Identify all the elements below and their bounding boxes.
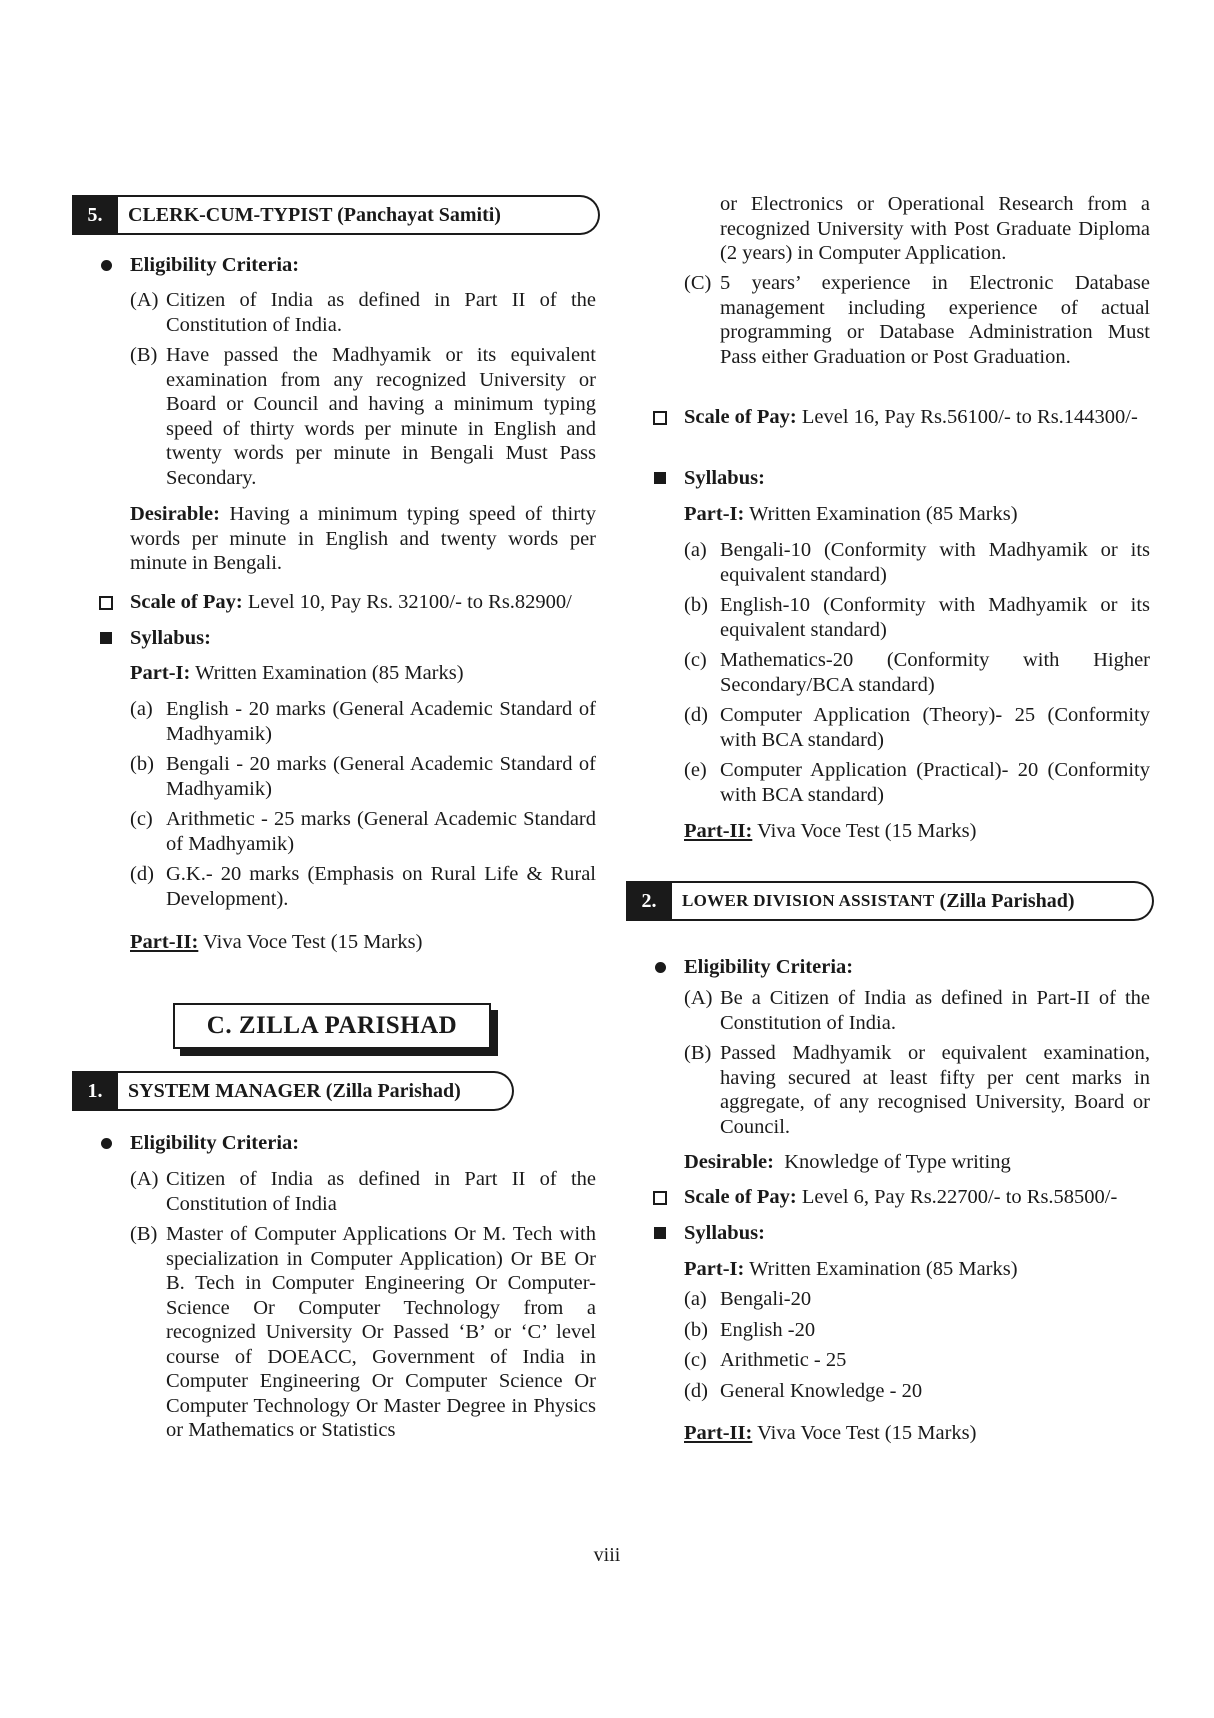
section-title: CLERK-CUM-TYPIST (Panchayat Samiti) (118, 195, 600, 235)
zilla-parishad-heading: C. ZILLA PARISHAD (173, 1003, 491, 1049)
bullet-dot-icon (101, 1138, 112, 1149)
desirable-note: Desirable: Knowledge of Type writing (684, 1151, 1011, 1173)
syllabus-heading: Syllabus: (130, 626, 211, 651)
filled-square-icon (654, 472, 666, 484)
scale-of-pay: Scale of Pay: Level 10, Pay Rs. 32100/- to Rs.82900/ (130, 590, 572, 615)
checkbox-square-icon (653, 1191, 667, 1205)
syllabus-item: (b) English -20 (684, 1319, 816, 1341)
part-2-heading: Part-II: Viva Voce Test (15 Marks) (684, 1422, 977, 1444)
filled-square-icon (654, 1227, 666, 1239)
section-header-clerk-cum-typist (72, 195, 600, 235)
part-2-heading: Part-II: Viva Voce Test (15 Marks) (130, 931, 423, 953)
syllabus-item: (b) English-10 (Conformity with Madhyamik or its equivalent standard) (684, 594, 1150, 641)
eligibility-heading: Eligibility Criteria: (130, 253, 299, 278)
part-2-heading: Part-II: Viva Voce Test (15 Marks) (684, 820, 977, 842)
syllabus-item: (d) Computer Application (Theory)- 25 (Conformity with BCA standard) (684, 704, 1150, 751)
criteria-item: (A) Citizen of India as defined in Part II of the Constitution of India. (130, 289, 596, 336)
section-number: 2. (626, 881, 672, 921)
criteria-item: (A) Citizen of India as defined in Part II of the Constitution of India (130, 1168, 596, 1215)
checkbox-square-icon (99, 596, 113, 610)
desirable-note: Desirable: Having a minimum typing speed of thirty words per minute in English and twenty words per minute in Bengali. (130, 503, 597, 574)
criteria-item: (B) Passed Madhyamik or equivalent examination, having secured at least fifty per cent marks in aggregate, of any recognised University, Board or Council. (684, 1042, 1150, 1138)
bullet-dot-icon (101, 260, 112, 271)
syllabus-heading: Syllabus: (684, 1221, 765, 1246)
scale-of-pay: Scale of Pay: Level 16, Pay Rs.56100/- to Rs.144300/- (684, 405, 1150, 430)
section-title: SYSTEM MANAGER (Zilla Parishad) (118, 1071, 514, 1111)
syllabus-heading: Syllabus: (684, 466, 765, 491)
eligibility-heading: Eligibility Criteria: (684, 955, 853, 980)
syllabus-item: (a) Bengali-10 (Conformity with Madhyamik or its equivalent standard) (684, 539, 1150, 586)
criteria-item: (A) Be a Citizen of India as defined in Part-II of the Constitution of India. (684, 987, 1150, 1034)
syllabus-item: (c) Arithmetic - 25 (684, 1349, 847, 1371)
section-number: 5. (72, 195, 118, 235)
part-1-heading: Part-I: Written Examination (85 Marks) (684, 503, 1018, 525)
syllabus-item: (c) Mathematics-20 (Conformity with Higher Secondary/BCA standard) (684, 649, 1150, 696)
filled-square-icon (100, 632, 112, 644)
section-header-system-manager (72, 1071, 514, 1111)
eligibility-heading: Eligibility Criteria: (130, 1131, 299, 1156)
continued-text: or Electronics or Operational Research from a recognized University with Post Graduate Diploma (2 years) in Computer Application. (720, 193, 1150, 264)
syllabus-item: (c) Arithmetic - 25 marks (General Academic Standard of Madhyamik) (130, 808, 596, 855)
part-1-heading: Part-I: Written Examination (85 Marks) (130, 662, 464, 684)
criteria-item: (B) Have passed the Madhyamik or its equivalent examination from any recognized University or Board or Council and having a minimum typing speed of thirty words per minute in English and twenty words per minute in Bengali Must Pass Secondary. (130, 344, 596, 489)
syllabus-item: (a) Bengali-20 (684, 1288, 812, 1310)
section-number: 1. (72, 1071, 118, 1111)
syllabus-item: (b) Bengali - 20 marks (General Academic Standard of Madhyamik) (130, 753, 596, 800)
section-header-lower-division-assistant (626, 881, 1154, 921)
criteria-item: (B) Master of Computer Applications Or M. Tech with specialization in Computer Application) Or BE Or B. Tech in Computer Engineering Or Computer-Science Or Computer Technology from a recognized University Or Passed ‘B’ or ‘C’ level course of DOEACC, Government of India in Computer Engineering Or Computer Science Or Computer Technology Or Master Degree in Physics or Mathematics or Statistics (130, 1223, 596, 1441)
bullet-dot-icon (655, 962, 666, 973)
section-title: LOWER DIVISION ASSISTANT (Zilla Parishad) (672, 881, 1154, 921)
syllabus-item: (d) G.K.- 20 marks (Emphasis on Rural Life & Rural Development). (130, 863, 596, 910)
checkbox-square-icon (653, 411, 667, 425)
scale-of-pay: Scale of Pay: Level 6, Pay Rs.22700/- to Rs.58500/- (684, 1185, 1117, 1210)
page-number: viii (593, 1544, 621, 1566)
syllabus-item: (d) General Knowledge - 20 (684, 1380, 923, 1402)
part-1-heading: Part-I: Written Examination (85 Marks) (684, 1258, 1018, 1280)
syllabus-item: (a) English - 20 marks (General Academic Standard of Madhyamik) (130, 698, 596, 745)
criteria-item: (C) 5 years’ experience in Electronic Database management including experience of actual programming or Database Administration Must Pass either Graduation or Post Graduation. (684, 272, 1150, 368)
syllabus-item: (e) Computer Application (Practical)- 20 (Conformity with BCA standard) (684, 759, 1150, 806)
